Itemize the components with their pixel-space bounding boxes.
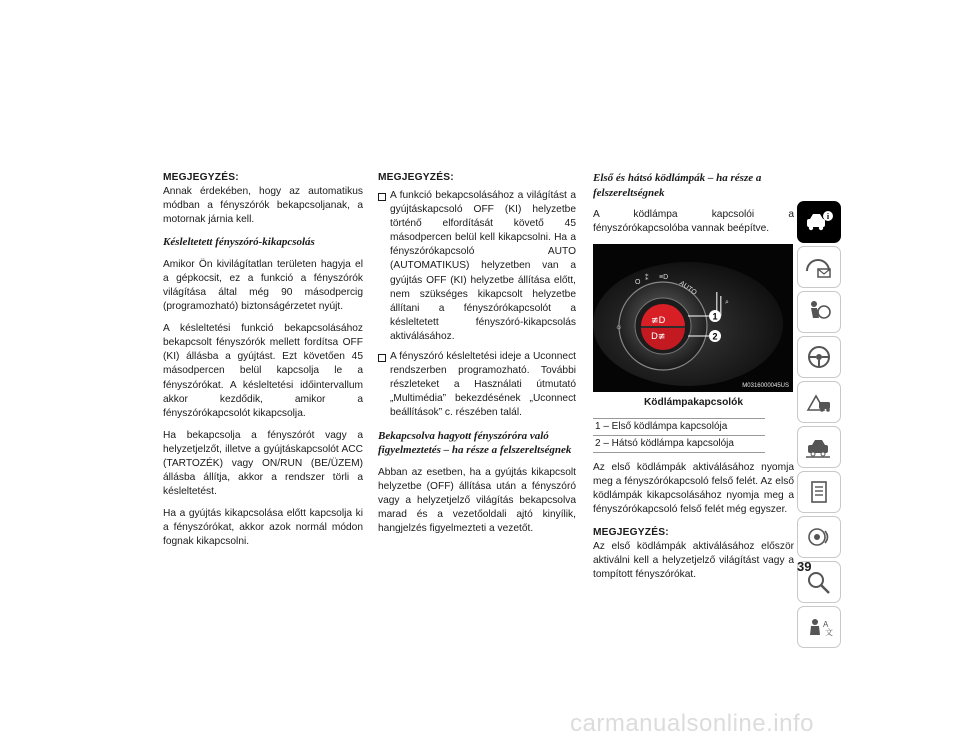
legend-item: 1 – Első ködlámpa kapcsolója	[593, 419, 765, 436]
svg-text:i: i	[826, 212, 830, 221]
paragraph: A ködlámpa kapcsolói a fényszórókapcsolóba vannak beépítve.	[593, 209, 794, 235]
column-1	[163, 171, 363, 558]
watermark: carmanualsonline.info	[570, 710, 814, 737]
figure-code: M0316000045US	[742, 383, 789, 390]
section-heading: Első és hátsó ködlámpák – ha része a felszereltségnek	[593, 172, 762, 199]
list-item: A fényszóró késleltetési ideje a Uconnect rendszerben programozható. További részleteket a Használati útmutató „Multimédia” bekezdésének „Uconnect beállítások” c. részében talál.	[378, 350, 576, 420]
svg-text:文: 文	[825, 628, 833, 637]
fog-light-switch-figure	[593, 244, 793, 392]
section-heading: Bekapcsolva hagyott fényszóróra való figyelmeztetés – ha része a felszereltségnek	[378, 429, 572, 456]
page-number: 39	[797, 559, 812, 574]
paragraph: Ha a gyújtás kikapcsolása előtt kapcsolja ki a fényszórókat, akkor azok normál módon fognak kikapcsolni.	[163, 508, 363, 548]
paragraph: Amikor Ön kivilágítatlan területen hagyja el a gépkocsit, ez a funkció a fényszórók világítása által még 90 másodpercig (programozható) biztonságérzetet nyújt.	[163, 258, 363, 313]
service-car-icon	[804, 433, 834, 461]
tab-service[interactable]	[797, 426, 841, 468]
callout-1: 1	[712, 311, 718, 322]
tab-specifications[interactable]	[797, 471, 841, 513]
callout-2: 2	[712, 331, 718, 342]
square-bullet-icon	[378, 354, 386, 362]
svg-text:≢D: ≢D	[651, 316, 666, 327]
tab-dashboard[interactable]	[797, 246, 841, 288]
svg-text:A: A	[823, 620, 829, 629]
note-label: MEGJEGYZÉS:	[593, 526, 669, 538]
column-3	[593, 171, 794, 590]
headlight-switch-illustration	[593, 244, 793, 392]
svg-text:⌕: ⌕	[725, 299, 729, 307]
figure-caption: Ködlámpakapcsolók	[643, 397, 744, 409]
tab-emergency[interactable]	[797, 381, 841, 423]
safety-airbag-icon	[804, 298, 834, 326]
column-2	[378, 171, 576, 544]
legend-item: 2 – Hátsó ködlámpa kapcsolója	[593, 436, 765, 453]
auto-label: AUTO	[677, 280, 698, 297]
paragraph: Abban az esetben, ha a gyújtás kikapcsolt helyzetbe (OFF) állítása után a fényszóró vagy a helyzetjelző világítás bekapcsolva marad és a vezetőoldali ajtó kinyílik, hangjelzés figyelmezteti a vezetőt.	[378, 466, 576, 534]
tab-starting-driving[interactable]	[797, 336, 841, 378]
note-text: Az első ködlámpák aktiválásához először aktiválni kell a helyzetjelző világítást vagy a tompított fényszórókat.	[593, 540, 794, 580]
list-item: A funkció bekapcsolásához a világítást a gyújtáskapcsoló OFF (KI) helyzetbe történő elfordítását követő 45 másodpercen belül kell kikapcsolni. Ha a fényszórókapcsoló AUTO (AUTOMATIKUS) helyzetben van a gyújtás OFF (KI) helyzetbe állítása előtt, nem szükséges kikapcsolt helyzetbe állítani a fényszórókapcsolót a késleltetett fényszóró-kikapcsolás aktiválásához.	[378, 189, 576, 344]
section-heading: Késleltetett fényszóró-kikapcsolás	[163, 236, 315, 249]
figure-legend	[593, 418, 765, 453]
note-text: Annak érdekében, hogy az automatikus módban a fényszórók bekapcsoljanak, a motornak járnia kell.	[163, 186, 363, 226]
chapter-tabs	[797, 201, 841, 651]
bullet-list	[378, 189, 576, 421]
square-bullet-icon	[378, 193, 386, 201]
tab-car-info[interactable]	[797, 201, 841, 243]
svg-text:☼: ☼	[615, 322, 623, 332]
svg-text:≡D: ≡D	[659, 274, 669, 282]
language-icon	[804, 613, 834, 641]
svg-text:⁑: ⁑	[645, 275, 649, 283]
paragraph: Ha bekapcsolja a fényszórót vagy a helyzetjelzőt, illetve a gyújtáskapcsolót ACC (TARTOZÉK) vagy ON/RUN (BE/ÜZEM) állásba állítja, akkor a rendszer törli a késleltetést.	[163, 429, 363, 498]
dashboard-message-icon	[804, 253, 834, 281]
note-label: MEGJEGYZÉS:	[163, 172, 239, 183]
paragraph: Az első ködlámpák aktiválásához nyomja meg a fényszórókapcsoló felső felét. Az első ködlámpák kikapcsolásához nyomja meg a fényszórókapcsoló felső felét még egyszer.	[593, 462, 794, 516]
car-info-icon	[804, 208, 834, 236]
paragraph: A késleltetési funkció bekapcsolásához bekapcsolt fényszórók mellett fordítsa OFF (KI) állásba a gyújtást. Ezt követően 45 másodpercen belül kapcsolja le a fényszórókat. A késleltetési időintervallum akkor kezdődik, amikor a fényszórókapcsolót kikapcsolja.	[163, 323, 363, 419]
steering-wheel-icon	[804, 343, 834, 371]
svg-text:O: O	[635, 279, 641, 287]
multimedia-icon	[804, 523, 834, 551]
tab-language[interactable]	[797, 606, 841, 648]
tab-safety[interactable]	[797, 291, 841, 333]
emergency-icon	[804, 388, 834, 416]
svg-text:D≢: D≢	[651, 332, 666, 343]
tab-multimedia[interactable]	[797, 516, 841, 558]
note-label: MEGJEGYZÉS:	[378, 172, 454, 183]
specifications-icon	[804, 478, 834, 506]
